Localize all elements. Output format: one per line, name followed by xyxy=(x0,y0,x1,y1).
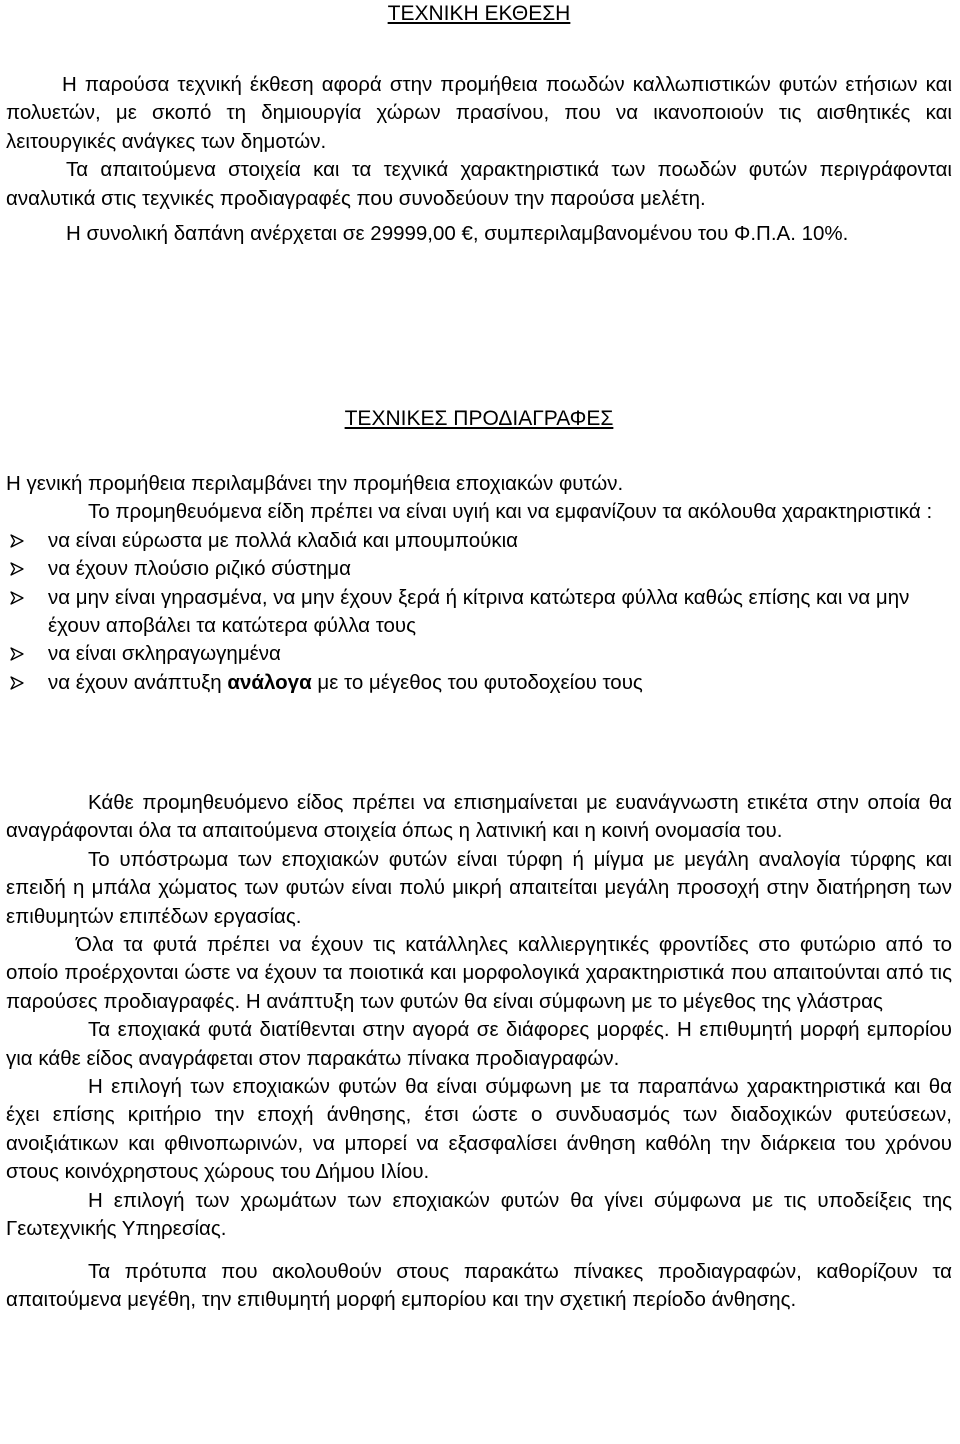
body-section xyxy=(6,789,952,1314)
arrow-bullet-icon xyxy=(10,591,24,605)
report-title: ΤΕΧΝΙΚΗ ΕΚΘΕΣΗ xyxy=(387,2,571,25)
specs-paragraph-2: Το προμηθευόμενα είδη πρέπει να είναι υγιή και να εμφανίζουν τα ακόλουθα χαρακτηριστικά : xyxy=(88,500,933,524)
body-paragraph-2: Το υπόστρωμα των εποχιακών φυτών είναι τύρφη ή μίγμα με μεγάλη αναλογία τύρφης και επειδή η μπάλα χώματος των φυτών είναι πολύ μικρή απαιτείται μεγάλη προσοχή στην διατήρηση των επιθυμητών επιπέδων εργασίας. xyxy=(6,847,952,928)
specs-title: ΤΕΧΝΙΚΕΣ ΠΡΟΔΙΑΓΡΑΦΕΣ xyxy=(344,407,614,430)
arrow-bullet-icon xyxy=(10,534,24,548)
list-item xyxy=(6,669,952,697)
arrow-bullet-icon xyxy=(10,562,24,576)
body-paragraph-4: Τα εποχιακά φυτά διατίθενται στην αγορά σε διάφορες μορφές. Η επιθυμητή μορφή εμπορίου για κάθε είδος αναγράφεται στον παρακάτω πίνακα προδιαγραφών. xyxy=(6,1018,952,1070)
list-item xyxy=(6,640,952,668)
arrow-bullet-icon xyxy=(10,647,24,661)
intro-paragraph-1: Η παρούσα τεχνική έκθεση αφορά στην προμήθεια ποωδών καλλωπιστικών φυτών ετήσιων και πολυετών, με σκοπό τη δημιουργία χώρων πρασίνου, που να ικανοποιούν τις αισθητικές και λειτουργικές ανάγκες των δημοτών. xyxy=(6,73,952,153)
specs-title-block xyxy=(6,405,952,433)
intro-section xyxy=(6,71,952,248)
body-paragraph-1: Κάθε προμηθευόμενο είδος πρέπει να επισημαίνεται με ευανάγνωστη ετικέτα στην οποία θα αναγράφονται όλα τα απαιτούμενα στοιχεία όπως η λατινική και η κοινή ονομασία του. xyxy=(6,791,952,843)
list-item-text: να είναι σκληραγωγημένα xyxy=(48,642,281,666)
requirements-list xyxy=(6,527,952,697)
list-item xyxy=(6,584,952,641)
body-paragraph-6: Η επιλογή των χρωμάτων των εποχιακών φυτών θα γίνει σύμφωνα με τις υποδείξεις της Γεωτεχνικής Υπηρεσίας. xyxy=(6,1188,952,1241)
list-item-text-end: με το μέγεθος του φυτοδοχείου τους xyxy=(311,670,643,694)
body-paragraph-5: Η επιλογή των εποχιακών φυτών θα είναι σύμφωνη με τα παραπάνω χαρακτηριστικά και θα έχει επίσης κριτήριο την εποχή άνθησης, έτσι ώστε ο συνδυασμός των διαδοχικών φυτεύσεων, ανοιξιάτικων και φθινοπωρινών, να μπορεί να εξασφαλίσει άνθηση καθόλη την διάρκεια του χρόνου στους κοινόχρηστους χώρους του Δήμου Ιλίου. xyxy=(6,1075,952,1184)
intro-paragraph-2: Τα απαιτούμενα στοιχεία και τα τεχνικά χαρακτηριστικά των ποωδών φυτών περιγράφονται αναλυτικά στις τεχνικές προδιαγραφές που συνοδεύουν την παρούσα μελέτη. xyxy=(6,158,952,210)
report-title-block xyxy=(6,0,952,28)
list-item-text: να μην είναι γηρασμένα, να μην έχουν ξερά ή κίτρινα κατώτερα φύλλα καθώς επίσης και να μην έχουν αποβάλει τα κατώτερα φύλλα τους xyxy=(48,585,910,638)
body-paragraph-3: Όλα τα φυτά πρέπει να έχουν τις κατάλληλες καλλιεργητικές φροντίδες στο φυτώριο από το οποίο προέρχονται ώστε να έχουν τα ποιοτικά και μορφολογικά χαρακτηριστικά που απαιτούνται από τις παρούσες προδιαγραφές. Η ανάπτυξη των φυτών θα είναι σύμφωνη με το μέγεθος της γλάστρας xyxy=(6,933,952,1013)
list-item-text: να έχουν πλούσιο ριζικό σύστημα xyxy=(48,557,351,581)
list-item-emphasis: ανάλογα xyxy=(227,670,312,694)
list-item-text-start: να έχουν ανάπτυξη xyxy=(48,670,228,694)
body-paragraph-7: Τα πρότυπα που ακολουθούν στους παρακάτω πίνακες προδιαγραφών, καθορίζουν τα απαιτούμενα μεγέθη, την επιθυμητή μορφή εμπορίου και την σχετική περίοδο άνθησης. xyxy=(6,1259,952,1311)
list-item xyxy=(6,555,952,583)
specs-paragraph-1: Η γενική προμήθεια περιλαμβάνει την προμήθεια εποχιακών φυτών. xyxy=(6,472,624,495)
specs-section xyxy=(6,470,952,697)
list-item-text: να είναι εύρωστα με πολλά κλαδιά και μπουμπούκια xyxy=(48,528,518,552)
arrow-bullet-icon xyxy=(10,676,24,690)
intro-paragraph-3: Η συνολική δαπάνη ανέρχεται σε 29999,00 €, συμπεριλαμβανομένου του Φ.Π.Α. 10%. xyxy=(66,222,849,246)
list-item xyxy=(6,527,952,555)
